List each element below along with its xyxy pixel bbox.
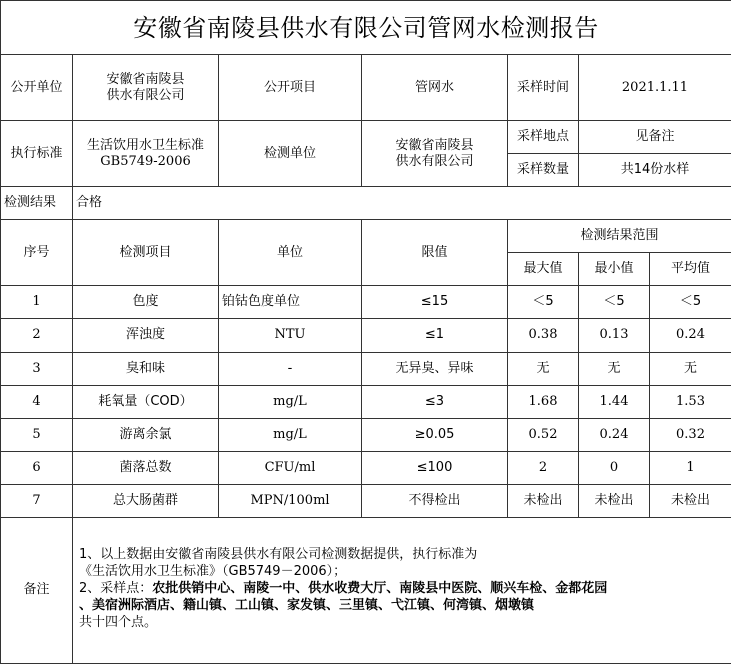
publisher-line1: 安徽省南陵县 [106, 71, 185, 87]
project-value: 管网水 [362, 55, 508, 121]
row-item: 臭和味 [73, 352, 219, 385]
table-row [1, 385, 731, 418]
header-unit: 单位 [219, 220, 362, 286]
row-unit: mg/L [219, 385, 362, 418]
row-max: 1.68 [508, 385, 579, 418]
row-min: 0.24 [579, 418, 650, 451]
row-avg: 未检出 [650, 484, 731, 517]
remarks-line5: 共十四个点。 [79, 614, 158, 630]
header-limit: 限值 [362, 220, 508, 286]
row-item: 浑浊度 [73, 319, 219, 352]
row-avg: 1 [650, 451, 731, 484]
table-row [1, 352, 731, 385]
row-no: 1 [1, 286, 73, 319]
row-avg: ＜5 [650, 286, 731, 319]
result-label: 检测结果 [1, 187, 73, 220]
table-row [1, 451, 731, 484]
row-limit: ≤15 [362, 286, 508, 319]
header-item: 检测项目 [73, 220, 219, 286]
remarks-content [73, 517, 731, 663]
remarks-line3 [79, 580, 725, 597]
row-unit: NTU [219, 319, 362, 352]
remarks-line1: 1、以上数据由安徽省南陵县供水有限公司检测数据提供，执行标准为 [79, 546, 478, 562]
row-no: 5 [1, 418, 73, 451]
header-range: 检测结果范围 [508, 220, 731, 253]
sample-count-value: 共14份水样 [579, 154, 731, 187]
row-unit: 铂钴色度单位 [219, 286, 362, 319]
row-limit: ≤1 [362, 319, 508, 352]
row-avg: 0.32 [650, 418, 731, 451]
row-min: 无 [579, 352, 650, 385]
row-unit: MPN/100ml [219, 484, 362, 517]
publisher-line2: 供水有限公司 [106, 87, 185, 103]
remarks-sample-sites-2: 、美宿洲际酒店、籍山镇、工山镇、家发镇、三里镇、弋江镇、何湾镇、烟墩镇 [79, 597, 535, 613]
row-item: 色度 [73, 286, 219, 319]
publisher-label: 公开单位 [1, 55, 73, 121]
test-unit-label: 检测单位 [219, 121, 362, 187]
row-limit: ≥0.05 [362, 418, 508, 451]
header-min: 最小值 [579, 253, 650, 286]
test-unit-line2: 供水有限公司 [395, 153, 474, 169]
standard-line1: 生活饮用水卫生标准 [86, 137, 204, 153]
row-item: 耗氧量（COD） [73, 385, 219, 418]
row-no: 3 [1, 352, 73, 385]
row-min: 0 [579, 451, 650, 484]
row-max: 未检出 [508, 484, 579, 517]
header-max: 最大值 [508, 253, 579, 286]
table-row [1, 319, 731, 352]
row-min: ＜5 [579, 286, 650, 319]
standard-line2: GB5749-2006 [100, 153, 191, 169]
row-no: 2 [1, 319, 73, 352]
remarks-line3-prefix: 2、采样点： [79, 580, 153, 596]
sample-site-label: 采样地点 [508, 121, 579, 154]
row-min: 0.13 [579, 319, 650, 352]
row-unit: CFU/ml [219, 451, 362, 484]
table-row [1, 418, 731, 451]
row-limit: 无异臭、异味 [362, 352, 508, 385]
row-max: 2 [508, 451, 579, 484]
row-avg: 0.24 [650, 319, 731, 352]
standard-label: 执行标准 [1, 121, 73, 187]
row-item: 总大肠菌群 [73, 484, 219, 517]
row-limit: 不得检出 [362, 484, 508, 517]
test-unit-value [362, 121, 508, 187]
row-no: 4 [1, 385, 73, 418]
standard-value [73, 121, 219, 187]
row-item: 游离余氯 [73, 418, 219, 451]
row-max: 无 [508, 352, 579, 385]
publisher-value [73, 55, 219, 121]
sample-time-label: 采样时间 [508, 55, 579, 121]
row-no: 6 [1, 451, 73, 484]
sample-site-value: 见备注 [579, 121, 731, 154]
row-unit: - [219, 352, 362, 385]
row-max: ＜5 [508, 286, 579, 319]
test-unit-line1: 安徽省南陵县 [395, 137, 474, 153]
remarks-sample-sites-1: 农批供销中心、南陵一中、供水收费大厅、南陵县中医院、顺兴车检、金都花园 [152, 580, 608, 596]
row-limit: ≤100 [362, 451, 508, 484]
result-value: 合格 [73, 187, 731, 220]
sample-count-label: 采样数量 [508, 154, 579, 187]
sample-time-value: 2021.1.11 [579, 55, 731, 121]
row-limit: ≤3 [362, 385, 508, 418]
remarks-line2: 《生活饮用水卫生标准》（GB5749－2006）； [79, 563, 347, 579]
row-max: 0.52 [508, 418, 579, 451]
row-min: 1.44 [579, 385, 650, 418]
project-label: 公开项目 [219, 55, 362, 121]
row-item: 菌落总数 [73, 451, 219, 484]
row-avg: 1.53 [650, 385, 731, 418]
row-avg: 无 [650, 352, 731, 385]
table-row [1, 286, 731, 319]
table-row [1, 484, 731, 517]
remarks-label: 备注 [1, 517, 73, 663]
row-no: 7 [1, 484, 73, 517]
report-title: 安徽省南陵县供水有限公司管网水检测报告 [1, 1, 731, 55]
row-max: 0.38 [508, 319, 579, 352]
header-avg: 平均值 [650, 253, 731, 286]
row-unit: mg/L [219, 418, 362, 451]
header-no: 序号 [1, 220, 73, 286]
row-min: 未检出 [579, 484, 650, 517]
